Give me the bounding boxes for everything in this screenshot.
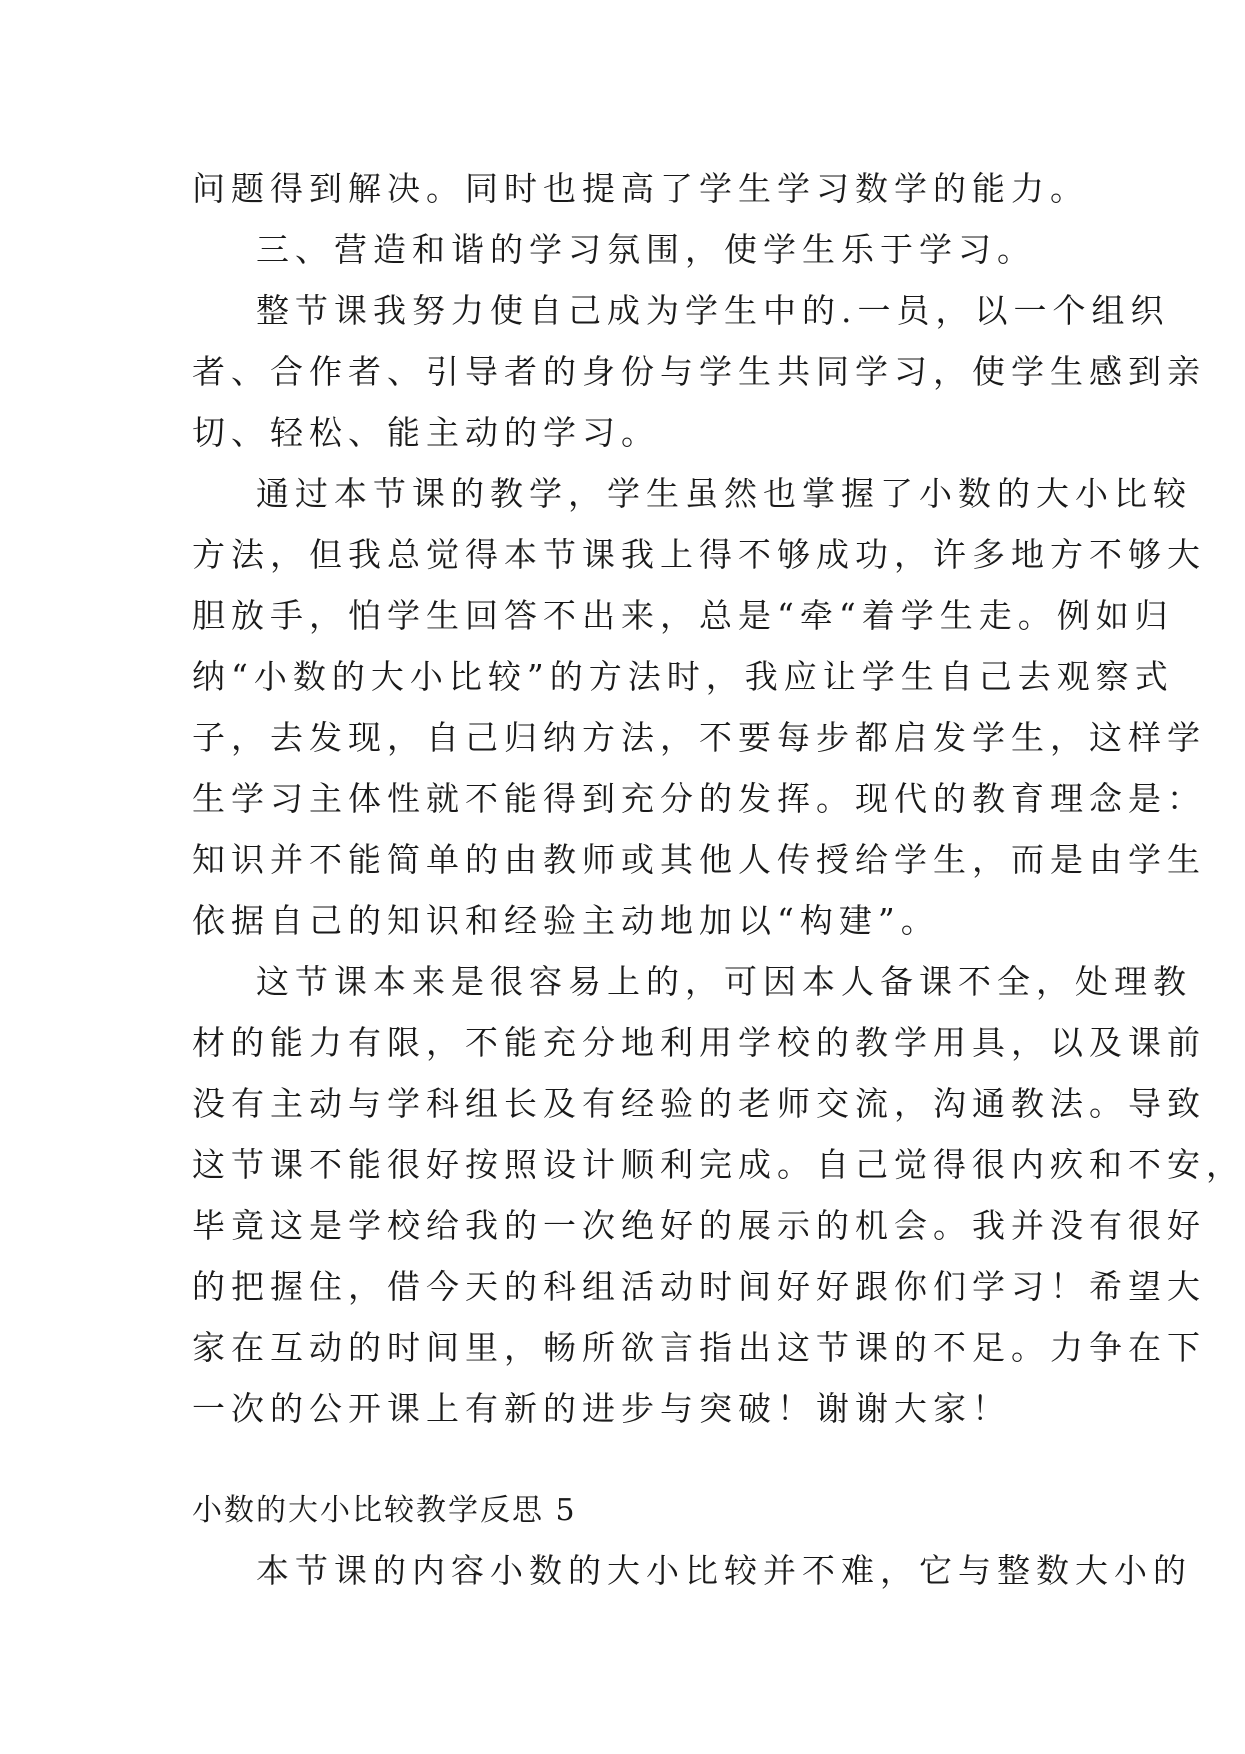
text-line: 切、轻松、能主动的学习。	[192, 413, 660, 452]
text-line: 者、合作者、引导者的身份与学生共同学习，使学生感到亲	[192, 352, 1206, 391]
text-line: 整节课我努力使自己成为学生中的.一员，以一个组织	[256, 291, 1170, 330]
paragraph	[192, 463, 1206, 951]
text-line: 这节课本来是很容易上的，可因本人备课不全，处理教	[256, 962, 1192, 1001]
paragraph	[192, 951, 1245, 1439]
paragraph	[192, 1540, 1192, 1601]
text-line: 毕竟这是学校给我的一次绝好的展示的机会。我并没有很好	[192, 1206, 1206, 1245]
text-line: 本节课的内容小数的大小比较并不难，它与整数大小的	[256, 1551, 1192, 1590]
text-line: 的把握住，借今天的科组活动时间好好跟你们学习！希望大	[192, 1267, 1206, 1306]
text-line: 问题得到解决。同时也提高了学生学习数学的能力。	[192, 169, 1089, 208]
text-line: 一次的公开课上有新的进步与突破！谢谢大家！	[192, 1389, 1011, 1428]
text-line: 胆放手，怕学生回答不出来，总是“牵“着学生走。例如归	[192, 596, 1174, 635]
paragraph	[192, 219, 1052, 280]
text-line: 这节课不能很好按照设计顺利完成。自己觉得很内疚和不安，	[192, 1145, 1245, 1184]
section-title: 小数的大小比较教学反思 5	[192, 1493, 577, 1528]
text-line: 家在互动的时间里，畅所欲言指出这节课的不足。力争在下	[192, 1328, 1206, 1367]
text-line: 纳“小数的大小比较”的方法时，我应让学生自己去观察式	[192, 657, 1174, 696]
document-page	[192, 158, 1245, 1601]
text-line: 没有主动与学科组长及有经验的老师交流，沟通教法。导致	[192, 1084, 1206, 1123]
paragraph	[192, 280, 1206, 463]
text-line: 方法，但我总觉得本节课我上得不够成功，许多地方不够大	[192, 535, 1206, 574]
text-line: 通过本节课的教学，学生虽然也掌握了小数的大小比较	[256, 474, 1192, 513]
text-line: 知识并不能简单的由教师或其他人传授给学生，而是由学生	[192, 840, 1206, 879]
text-line: 生学习主体性就不能得到充分的发挥。现代的教育理念是：	[192, 779, 1206, 818]
text-line: 依据自己的知识和经验主动地加以“构建”。	[192, 901, 940, 940]
text-line: 材的能力有限，不能充分地利用学校的教学用具，以及课前	[192, 1023, 1206, 1062]
paragraph	[192, 158, 1089, 219]
text-line: 子，去发现，自己归纳方法，不要每步都启发学生，这样学	[192, 718, 1206, 757]
text-line: 三、营造和谐的学习氛围，使学生乐于学习。	[256, 230, 1036, 269]
